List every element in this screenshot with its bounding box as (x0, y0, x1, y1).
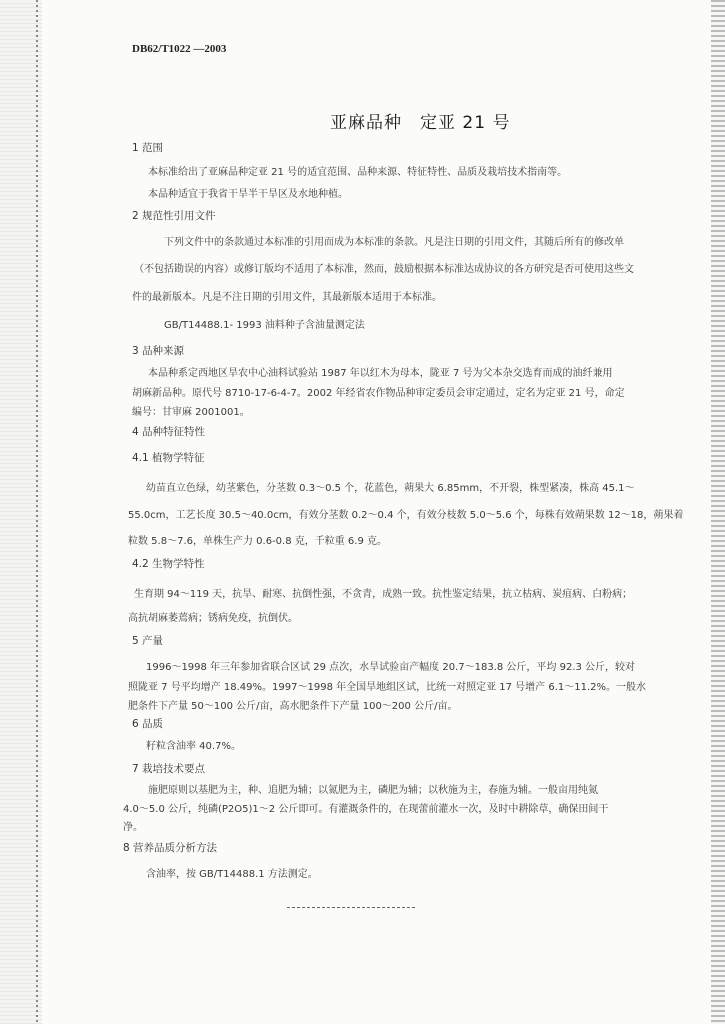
section-7-line-3: 净。 (123, 822, 143, 833)
section-5-line-2: 照陇亚 7 号平均增产 18.49%。1997～1998 年全国旱地组区试，比统一对照定亚 17 号增产 6.1～11.2%。一般水 (128, 682, 647, 693)
section-6-heading: 6 品质 (132, 718, 164, 730)
section-4-1-line-3: 粒数 5.8～7.6，单株生产力 0.6-0.8 克，千粒重 6.9 克。 (128, 536, 388, 547)
section-2-line-2: （不包括勘误的内容）或修订版均不适用了本标准，然而，鼓励根据本标准达成协议的各方研究是否可使用这些文 (134, 264, 634, 275)
section-8-heading: 8 营养品质分析方法 (123, 842, 218, 854)
section-4-1-line-2: 55.0cm，工艺长度 30.5～40.0cm，有效分茎数 0.2～0.4 个，有效分枝数 5.0～5.6 个，每株有效蒴果数 12～18，蒴果着 (128, 510, 684, 521)
section-4-1-heading: 4.1 植物学特征 (132, 452, 205, 464)
scan-edge-right (711, 0, 725, 1024)
section-5-line-3: 肥条件下产量 50～100 公斤/亩，高水肥条件下产量 100～200 公斤/亩。 (128, 701, 458, 712)
section-5-heading: 5 产量 (132, 635, 164, 647)
section-4-2-line-1: 生育期 94～119 天，抗旱、耐寒、抗倒性强，不贪青，成熟一致。抗性鉴定结果，抗立枯病、炭疽病、白粉病； (134, 589, 633, 600)
section-4-1-line-1: 幼苗直立色绿，幼茎紫色，分茎数 0.3～0.5 个，花蓝色，蒴果大 6.85mm，不开裂，株型紧凑，株高 45.1～ (146, 483, 635, 494)
section-8-line-1: 含油率，按 GB/T14488.1 方法测定。 (146, 869, 318, 880)
end-of-document-rule (287, 907, 415, 908)
section-1-para-1: 本标准给出了亚麻品种定亚 21 号的适宜范围、品种来源、特征特性、品质及栽培技术指南等。 (148, 167, 568, 178)
scan-edge-left (0, 0, 42, 1024)
section-4-2-line-2: 高抗胡麻萎蔫病；锈病免疫，抗倒伏。 (128, 613, 298, 624)
section-7-line-2: 4.0～5.0 公斤，纯磷(P2O5)1～2 公斤即可。有灌溉条件的，在现蕾前灌水一次，及时中耕除草，确保田间干 (123, 804, 609, 815)
section-5-line-1: 1996～1998 年三年参加省联合区试 29 点次，水旱试验亩产幅度 20.7～183.8 公斤，平均 92.3 公斤，较对 (146, 662, 636, 673)
section-2-heading: 2 规范性引用文件 (132, 210, 216, 222)
section-4-heading: 4 品种特征特性 (132, 426, 206, 438)
section-2-reference: GB/T14488.1- 1993 油料种子含油量测定法 (164, 320, 365, 331)
section-1-heading: 1 范围 (132, 142, 164, 154)
standard-code: DB62/T1022 —2003 (132, 43, 227, 55)
section-3-heading: 3 品种来源 (132, 345, 185, 357)
section-4-2-heading: 4.2 生物学特性 (132, 558, 205, 570)
section-6-line-1: 籽粒含油率 40.7%。 (146, 741, 241, 752)
section-1-para-2: 本品种适宜于我省干旱半干旱区及水地种植。 (148, 189, 348, 200)
section-2-line-3: 件的最新版本。凡是不注日期的引用文件，其最新版本适用于本标准。 (132, 292, 442, 303)
section-3-line-2: 胡麻新品种。原代号 8710-17-6-4-7。2002 年经省农作物品种审定委员会审定通过，定名为定亚 21 号，命定 (132, 388, 625, 399)
section-7-heading: 7 栽培技术要点 (132, 763, 206, 775)
document-title: 亚麻品种 定亚 21 号 (330, 113, 511, 133)
section-3-line-3: 编号：甘审麻 2001001。 (132, 407, 250, 418)
section-3-line-1: 本品种系定西地区旱农中心油料试验站 1987 年以红木为母本，陇亚 7 号为父本杂交选育而成的油纤兼用 (148, 368, 613, 379)
section-2-line-1: 下列文件中的条款通过本标准的引用而成为本标准的条款。凡是注日期的引用文件，其随后所有的修改单 (164, 237, 624, 248)
section-7-line-1: 施肥原则以基肥为主，种、追肥为辅；以氮肥为主，磷肥为辅；以秋施为主，春施为辅。一般亩用纯氮 (148, 785, 598, 796)
